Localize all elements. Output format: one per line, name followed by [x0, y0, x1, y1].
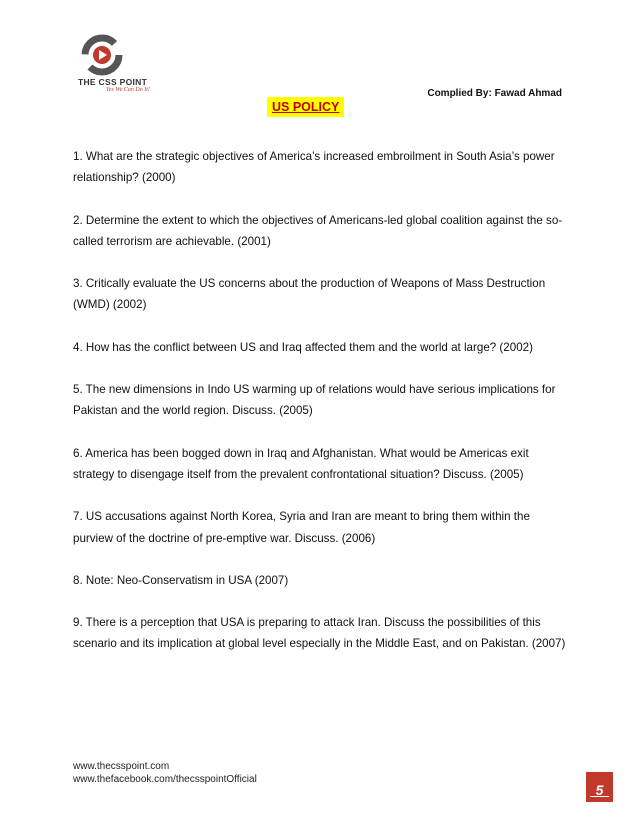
logo	[62, 34, 172, 96]
footer	[73, 760, 257, 786]
question-item: 7. US accusations against North Korea, Syria and Iran are meant to bring them within the purview of the doctrine of pre-emptive war. Discuss. (2006)	[73, 510, 530, 545]
question-item: 4. How has the conflict between US and Iraq affected them and the world at large? (2002)	[73, 340, 533, 354]
question-item: 5. The new dimensions in Indo US warming up of relations would have serious implications for Pakistan and the world region. Discuss. (2005)	[73, 383, 556, 418]
question-item: 1. What are the strategic objectives of America’s increased embroilment in South Asia’s power relationship? (2000)	[73, 150, 555, 185]
question-item: 9. There is a perception that USA is preparing to attack Iran. Discuss the possibilities of this scenario and its implication at global level especially in the Middle East, and on Pakistan. (2007)	[73, 616, 566, 651]
logo-tagline: Yes We Can Do It!	[106, 87, 150, 93]
page-number-underline	[590, 796, 609, 797]
facebook-link[interactable]: www.thefacebook.com/thecsspointOfficial	[73, 774, 257, 785]
question-list	[73, 146, 573, 676]
page-number: 5	[595, 782, 604, 798]
question-item: 3. Critically evaluate the US concerns about the production of Weapons of Mass Destruction (WMD) (2002)	[73, 277, 546, 312]
logo-name: THE CSS POINT	[78, 77, 148, 87]
website-link[interactable]: www.thecsspoint.com	[73, 761, 170, 772]
question-item: 6. America has been bogged down in Iraq and Afghanistan. What would be Americas exit strategy to disengage itself from the prevalent confrontational situation? Discuss. (2005)	[73, 446, 529, 481]
question-item: 2. Determine the extent to which the objectives of Americans-led global coalition against the so-called terrorism are achievable. (2001)	[73, 213, 563, 248]
page-title: US POLICY	[267, 97, 344, 117]
logo-emblem-icon	[78, 34, 126, 76]
page-number-badge	[586, 772, 613, 802]
question-item: 8. Note: Neo-Conservatism in USA (2007)	[73, 573, 289, 587]
compiled-by: Complied By: Fawad Ahmad	[427, 88, 562, 99]
